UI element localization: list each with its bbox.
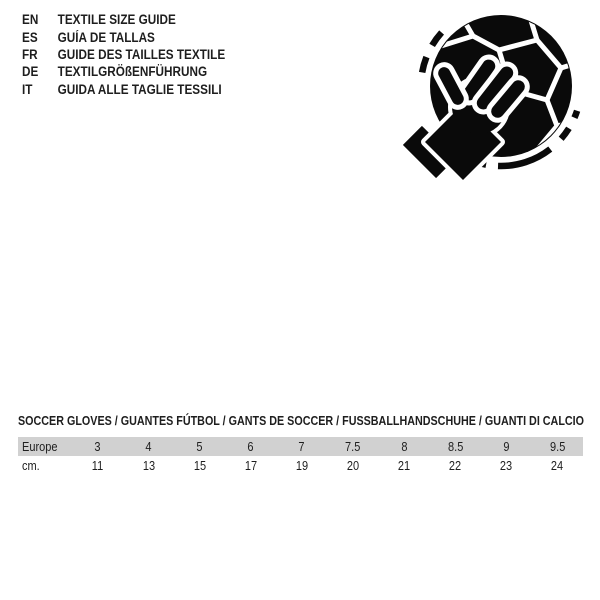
- language-list: [22, 11, 256, 98]
- size-table-value-text: 13: [142, 458, 155, 473]
- size-table-value: [481, 459, 532, 473]
- size-table-value-text: 4: [145, 439, 152, 454]
- language-code: FR: [22, 46, 38, 62]
- size-table-value: [123, 440, 174, 454]
- goalkeeper-glove-ball-icon: [399, 2, 584, 207]
- size-table-value-text: 24: [551, 458, 564, 473]
- size-table-value: [532, 459, 583, 473]
- goalkeeper-glove-ball-svg: [399, 2, 584, 207]
- language-code: EN: [22, 12, 39, 28]
- size-table-value: [379, 440, 430, 454]
- size-table-row: [18, 437, 583, 456]
- size-table-value-text: 3: [94, 439, 101, 454]
- size-table-row-label: [18, 440, 72, 454]
- size-table-value: [379, 459, 430, 473]
- size-table-value: [481, 440, 532, 454]
- size-table-value: [276, 459, 327, 473]
- size-table-value-text: 20: [346, 458, 360, 473]
- size-table-value-text: 21: [398, 458, 411, 473]
- language-row: [22, 81, 225, 98]
- size-table-value-text: 7: [298, 439, 305, 454]
- size-table-value: [276, 440, 327, 454]
- language-label: GUIDA ALLE TAGLIE TESSILI: [57, 81, 222, 97]
- size-table-value: [327, 459, 378, 473]
- size-table-value-text: 19: [295, 458, 309, 473]
- size-table-row-label: [18, 459, 72, 473]
- size-table-value-text: 5: [196, 439, 203, 454]
- language-label: TEXTILGRÖßENFÜHRUNG: [57, 64, 208, 80]
- size-table-value: [430, 440, 481, 454]
- size-table-value-text: 6: [247, 439, 254, 454]
- size-table-value: [327, 440, 378, 454]
- language-label: TEXTILE SIZE GUIDE: [57, 12, 176, 28]
- size-table-value: [72, 440, 123, 454]
- size-table-value-text: 15: [193, 458, 206, 473]
- size-table-value-text: 22: [449, 458, 462, 473]
- size-table-value-text: 7.5: [345, 439, 361, 454]
- size-table-row: [18, 456, 583, 475]
- size-table: [18, 437, 583, 475]
- size-table-value-text: 17: [244, 458, 257, 473]
- size-table-value-text: 8.5: [447, 439, 463, 454]
- size-table-value-text: 23: [500, 458, 513, 473]
- language-label: GUÍA DE TALLAS: [57, 29, 155, 45]
- size-table-value: [72, 459, 123, 473]
- size-table-value: [225, 440, 276, 454]
- size-table-row-label-text: cm.: [22, 458, 40, 473]
- language-row: [22, 46, 225, 63]
- language-row: [22, 11, 225, 28]
- size-table-value: [225, 459, 276, 473]
- size-table-value: [174, 440, 225, 454]
- size-table-value-text: 8: [401, 439, 408, 454]
- size-table-value: [123, 459, 174, 473]
- size-table-value-text: 9: [503, 439, 510, 454]
- language-row: [22, 63, 225, 80]
- language-code: IT: [22, 81, 33, 97]
- size-table-row-label-text: Europe: [22, 439, 58, 454]
- size-table-value-text: 11: [91, 458, 104, 473]
- language-code: DE: [22, 64, 39, 80]
- language-code: ES: [22, 29, 38, 45]
- language-label: GUIDE DES TAILLES TEXTILE: [57, 46, 226, 62]
- size-table-value-text: 9.5: [549, 439, 566, 454]
- size-table-value: [430, 459, 481, 473]
- language-row: [22, 28, 225, 45]
- size-table-value: [532, 440, 583, 454]
- size-table-title: SOCCER GLOVES / GUANTES FÚTBOL / GANTS DE SOCCER / FUSSBALLHANDSCHUHE / GUANTI DI CALCIO: [18, 414, 585, 428]
- size-table-value: [174, 459, 225, 473]
